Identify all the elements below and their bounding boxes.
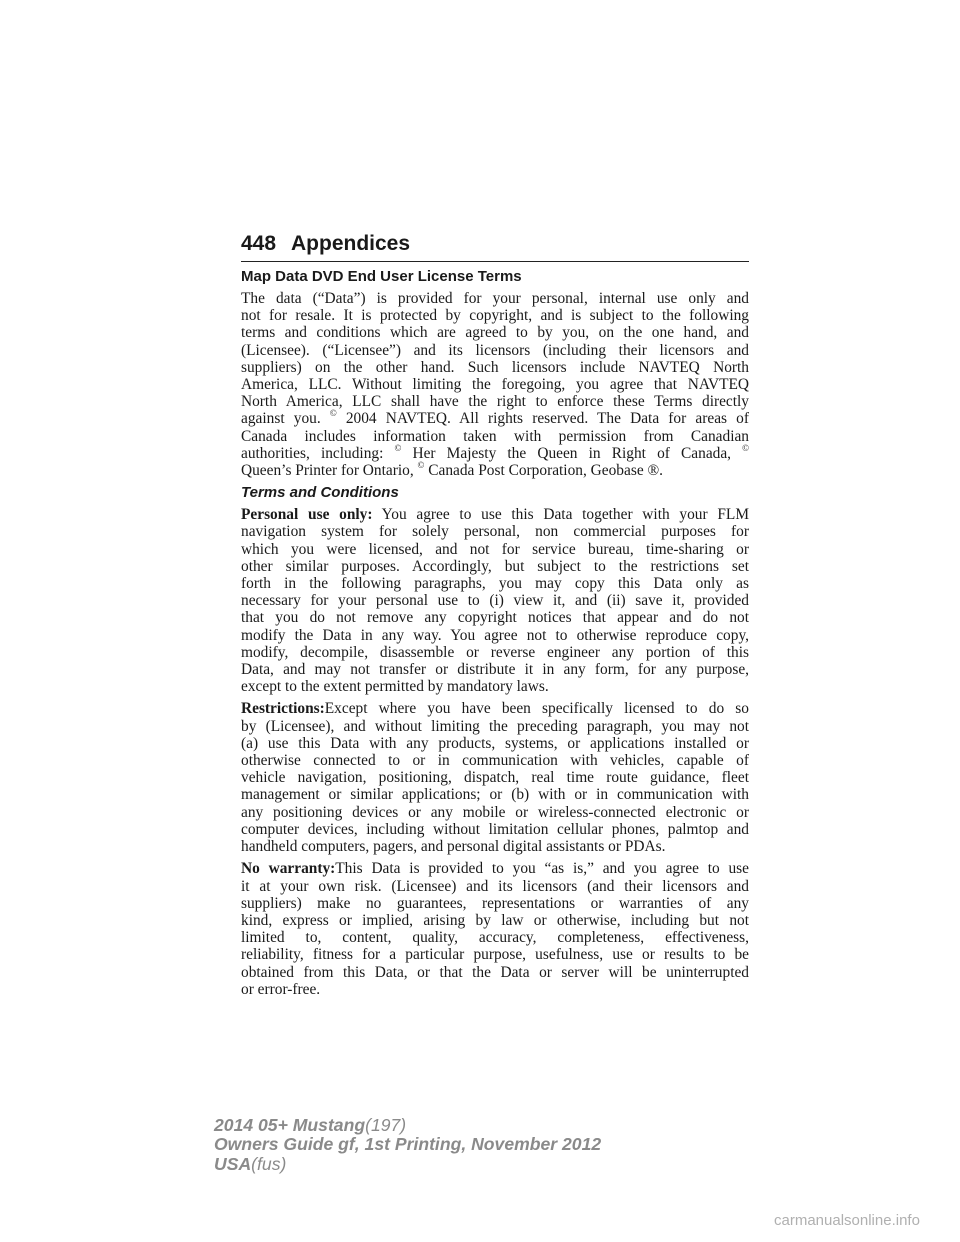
text-line: The data (“Data”) is provided for your personal, internal use only and [241, 290, 749, 307]
terms-heading: Terms and Conditions [241, 484, 399, 502]
copyright-symbol: © [329, 408, 337, 419]
text-line: necessary for your personal use to (i) view it, and (ii) save it, provided [241, 592, 749, 610]
text-run: This Data is provided to you “as is,” and you agree to use [335, 860, 749, 878]
restrictions-paragraph [241, 700, 749, 855]
footer-market: USA [214, 1153, 252, 1174]
text-line: other similar purposes. Accordingly, but subject to the restrictions set [241, 557, 749, 575]
text-line: not for resale. It is protected by copyright, and is subject to the following [241, 307, 749, 325]
footer-line [214, 1116, 634, 1135]
text-line: which you were licensed, and not for service bureau, time-sharing or [241, 540, 749, 558]
text-run: Canada Post Corporation, Geobase ®. [424, 462, 664, 480]
section-title: Appendices [291, 232, 411, 255]
text-line [241, 410, 749, 427]
text-line: Canada includes information taken with permission from Canadian [241, 427, 749, 445]
text-line: otherwise connected to or in communication with vehicles, capable of [241, 752, 749, 770]
copyright-symbol: © [394, 442, 402, 453]
text-line: Data, and may not transfer or distribute it in any form, for any purpose, [241, 661, 749, 679]
text-line: limited to, content, quality, accuracy, completeness, effectiveness, [241, 929, 749, 947]
text-line: (a) use this Data with any products, systems, or applications installed or [241, 734, 749, 752]
text-run: Except where you have been specifically licensed to do so [324, 700, 749, 718]
text-run: You agree to use this Data together with your FLM [381, 506, 750, 524]
copyright-symbol: © [417, 460, 425, 471]
text-run: authorities, including: [241, 444, 395, 462]
text-line: obtained from this Data, or that the Data or server will be uninterrupted [241, 963, 749, 981]
page-number: 448 [241, 232, 277, 255]
text-run: 2004 NAVTEQ. All rights reserved. The Data for areas of [336, 410, 749, 428]
text-line [241, 860, 749, 877]
site-watermark: carmanualsonline.info [774, 1212, 920, 1229]
page-content [241, 268, 749, 1003]
text-line: kind, express or implied, arising by law or otherwise, including but not [241, 911, 749, 929]
footer-model: 2014 05+ Mustang [214, 1115, 366, 1135]
text-line: handheld computers, pagers, and personal digital assistants or PDAs. [241, 838, 666, 856]
no-warranty-paragraph [241, 860, 749, 998]
text-line: it at your own risk. (Licensee) and its licensors (and their licensors and [241, 877, 749, 895]
text-line [241, 700, 749, 717]
footer-edition: Owners Guide gf, 1st Printing, November 2012 [214, 1134, 602, 1155]
intro-paragraph [241, 290, 749, 479]
text-run: against you. [241, 410, 330, 428]
text-line: any positioning devices or any mobile or wireless-connected electronic or [241, 803, 749, 821]
text-line: modify the Data in any way. You agree not to otherwise reproduce copy, [241, 626, 749, 644]
text-line: navigation system for solely personal, non commercial purposes for [241, 523, 749, 541]
text-line [241, 506, 749, 523]
text-line: except to the extent permitted by mandatory laws. [241, 678, 549, 696]
text-line: reliability, fitness for a particular purpose, usefulness, use or results to be [241, 946, 749, 964]
text-line [241, 442, 749, 462]
footer-market-code: (fus) [251, 1153, 287, 1174]
text-line: modify, decompile, disassemble or reverse engineer any portion of this [241, 643, 749, 661]
text-line: (Licensee). (“Licensee”) and its licensors (including their licensors and [241, 341, 749, 359]
text-line: or error-free. [241, 980, 321, 998]
personal-use-label: Personal use only: [241, 506, 373, 524]
copyright-symbol: © [742, 442, 749, 453]
text-line: computer devices, including without limitation cellular phones, palmtop and [241, 820, 749, 838]
text-line: by (Licensee), and without limiting the preceding paragraph, you may not [241, 717, 749, 735]
text-line: suppliers) on the other hand. Such licensors include NAVTEQ North [241, 358, 749, 376]
text-line: America, LLC. Without limiting the foregoing, you agree that NAVTEQ [241, 376, 749, 394]
text-line [241, 462, 749, 479]
restrictions-label: Restrictions: [241, 700, 325, 718]
text-line: vehicle navigation, positioning, dispatch, real time route guidance, fleet [241, 769, 749, 787]
text-line: suppliers) make no guarantees, representations or warranties of any [241, 894, 749, 912]
text-run: Queen’s Printer for Ontario, [241, 462, 418, 480]
text-run: Her Majesty the Queen in Right of Canada, [401, 444, 743, 462]
text-line: terms and conditions which are agreed to by you, on the one hand, and [241, 324, 749, 342]
text-line: forth in the following paragraphs, you may copy this Data only as [241, 575, 749, 593]
text-line: North America, LLC shall have the right to enforce these Terms directly [241, 393, 749, 411]
footer-code: (197) [365, 1115, 407, 1135]
page-header [241, 231, 749, 262]
personal-use-paragraph [241, 506, 749, 695]
text-line: that you do not remove any copyright notices that appear and do not [241, 609, 749, 627]
license-title: Map Data DVD End User License Terms [241, 268, 522, 285]
no-warranty-label: No warranty: [241, 860, 336, 878]
text-line: management or similar applications; or (b) with or in communication with [241, 786, 749, 804]
footer-line [214, 1155, 634, 1174]
print-footer [214, 1116, 634, 1174]
